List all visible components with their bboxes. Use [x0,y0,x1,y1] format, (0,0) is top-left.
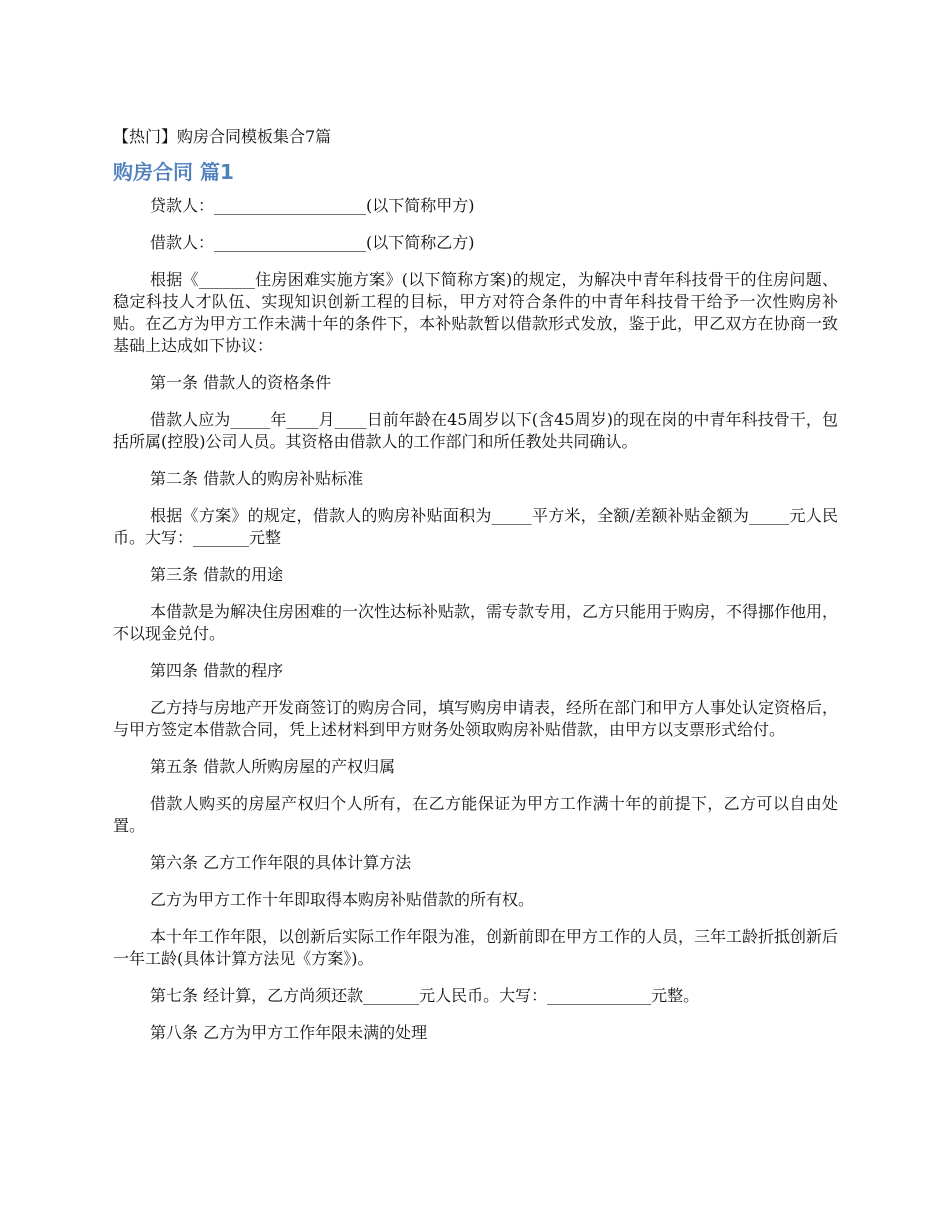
article-3-heading: 第三条 借款的用途 [150,565,284,584]
document-page [113,124,838,1059]
section-heading: 购房合同 篇1 [113,160,234,184]
paragraph-preamble: 根据《_______住房困难实施方案》(以下简称方案)的规定，为解决中青年科技骨干的住房问题、稳定科技人才队伍、实现知识创新工程的目标，甲方对符合条件的中青年科技骨干给予一次性购房补贴。在乙方为甲方工作未满十年的条件下，本补贴款暂以借款形式发放，鉴于此，甲乙双方在协商一致基础上达成如下协议： [113,270,838,355]
article-5-heading: 第五条 借款人所购房屋的产权归属 [150,757,396,776]
article-5-body: 借款人购买的房屋产权归个人所有，在乙方能保证为甲方工作满十年的前提下，乙方可以自由处置。 [113,794,838,835]
document-title: 【热门】购房合同模板集合7篇 [113,127,332,146]
article-7: 第七条 经计算，乙方尚须还款_______元人民币。大写：_____________元整。 [150,986,700,1005]
paragraph-lender: 贷款人：___________________(以下简称甲方) [150,196,475,215]
article-6-body-1: 乙方为甲方工作十年即取得本购房补贴借款的所有权。 [150,890,535,909]
article-4-heading: 第四条 借款的程序 [150,661,284,680]
article-2-heading: 第二条 借款人的购房补贴标准 [150,469,364,488]
article-3-body: 本借款是为解决住房困难的一次性达标补贴款，需专款专用，乙方只能用于购房，不得挪作他用，不以现金兑付。 [113,602,839,643]
paragraph-borrower: 借款人：___________________(以下简称乙方) [150,233,475,252]
article-6-body-2: 本十年工作年限，以创新后实际工作年限为准，创新前即在甲方工作的人员，三年工龄折抵创新后一年工龄(具体计算方法见《方案》)。 [113,927,839,968]
article-6-heading: 第六条 乙方工作年限的具体计算方法 [150,853,412,872]
article-1-body: 借款人应为_____年____月____日前年龄在45周岁以下(含45周岁)的现在岗的中青年科技骨干，包括所属(控股)公司人员。其资格由借款人的工作部门和所任教处共同确认。 [113,410,838,451]
article-2-body: 根据《方案》的规定，借款人的购房补贴面积为_____平方米，全额/差额补贴金额为_____元人民币。大写：_______元整 [113,506,838,547]
article-1-heading: 第一条 借款人的资格条件 [150,373,332,392]
article-4-body: 乙方持与房地产开发商签订的购房合同，填写购房申请表，经所在部门和甲方人事处认定资格后，与甲方签定本借款合同，凭上述材料到甲方财务处领取购房补贴借款，由甲方以支票形式给付。 [113,698,839,739]
article-8-heading: 第八条 乙方为甲方工作年限未满的处理 [150,1023,428,1042]
